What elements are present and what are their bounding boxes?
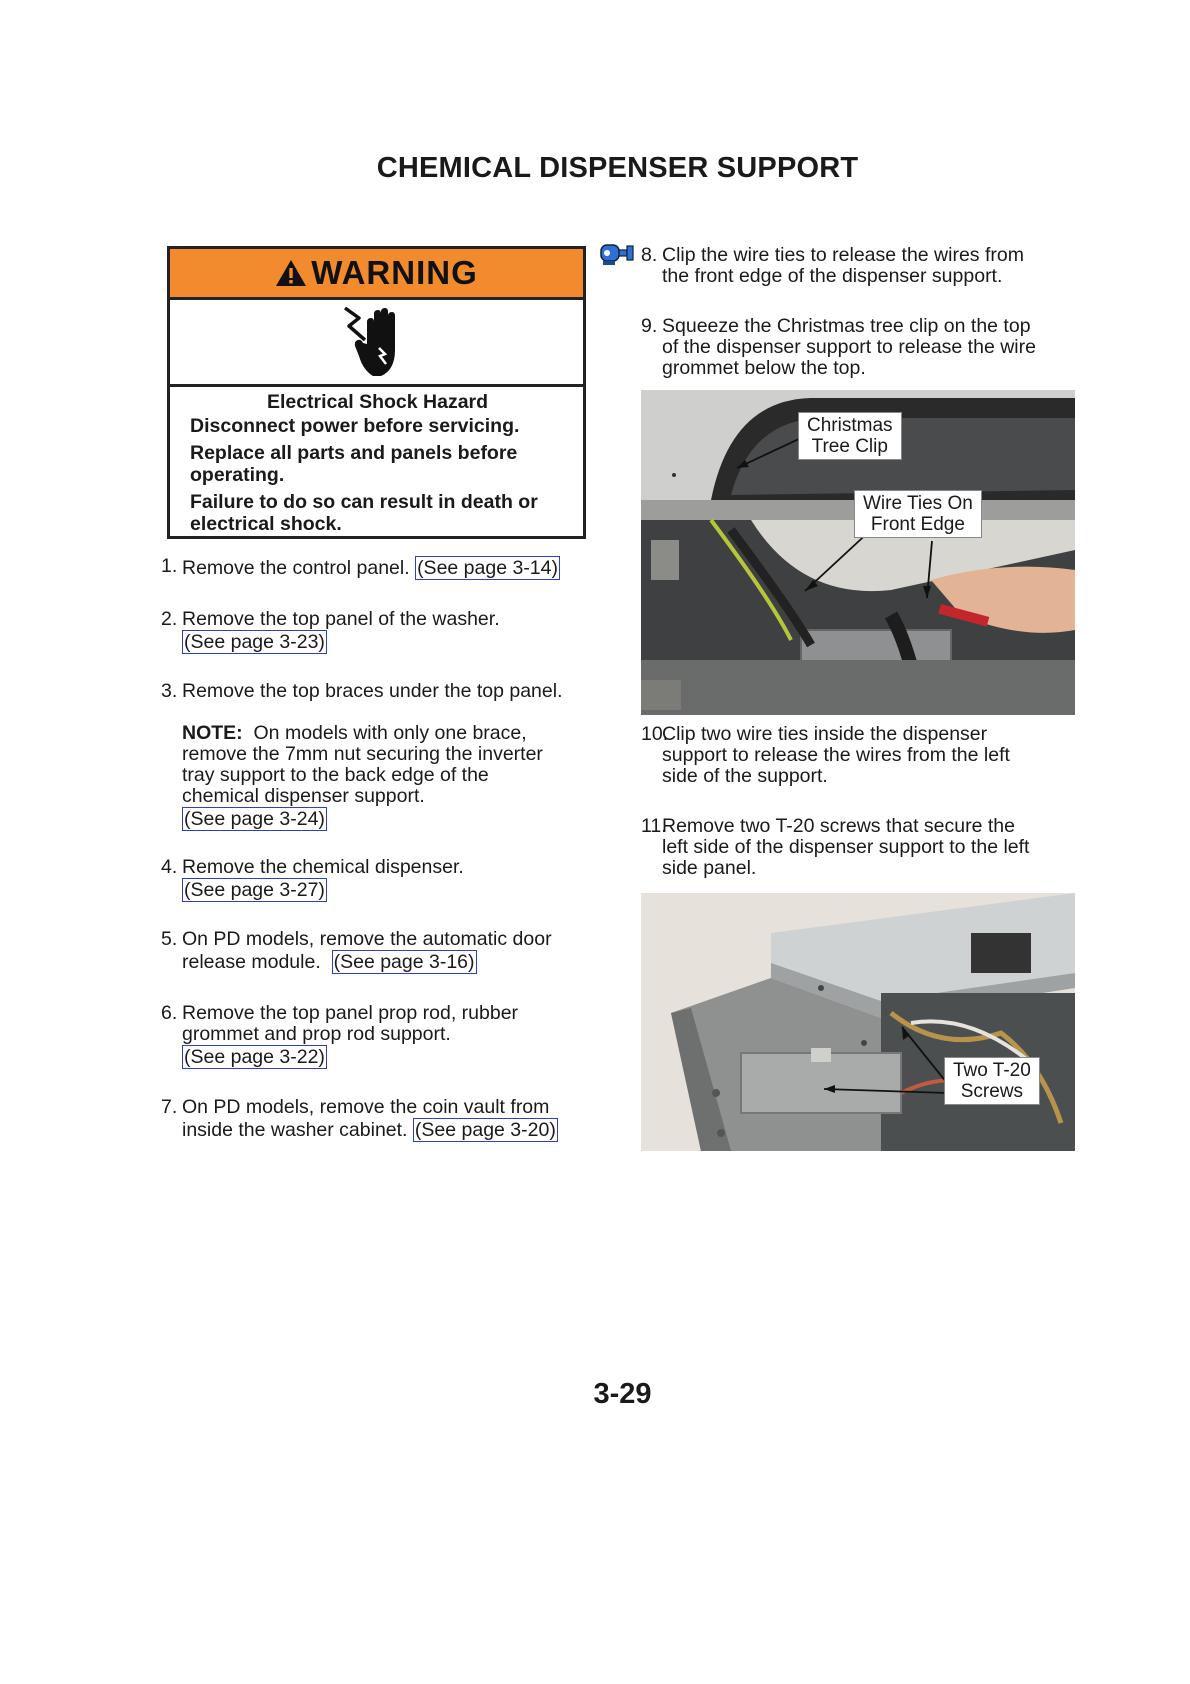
see-page-link[interactable]: (See page 3-22) (184, 1046, 325, 1068)
warning-line: operating. (190, 464, 285, 486)
callout-t20-screws: Two T-20 Screws (944, 1057, 1040, 1105)
photo-2-illustration (641, 893, 1075, 1151)
see-page-link[interactable]: (See page 3-14) (417, 557, 558, 579)
step-7: 7. On PD models, remove the coin vault from inside the washer cabinet. (See page 3-20) (161, 1096, 556, 1141)
warning-line: Failure to do so can result in death or (190, 491, 538, 513)
see-page-link[interactable]: (See page 3-16) (333, 951, 475, 973)
warning-line: electrical shock. (190, 513, 342, 535)
step-9: 9. Squeeze the Christmas tree clip on the top of the dispenser support to release the wire grommet below the top. (641, 315, 1036, 379)
page-title: CHEMICAL DISPENSER SUPPORT (376, 152, 859, 184)
step-11: 11. Remove two T-20 screws that secure the left side of the dispenser support to the left side panel. (641, 815, 1030, 879)
electrical-shock-hand-icon (337, 304, 417, 380)
see-page-link[interactable]: (See page 3-23) (184, 631, 325, 653)
step-5: 5. On PD models, remove the automatic door release module. (See page 3-16) (161, 928, 552, 973)
note: NOTE: On models with only one brace, remove the 7mm nut securing the inverter tray support to the back edge of the chemical dispenser support. (See page 3-24) (182, 722, 543, 830)
page-number: 3-29 (593, 1378, 652, 1410)
step-4: 4. Remove the chemical dispenser. (See page 3-27) (161, 856, 464, 901)
see-page-link[interactable]: (See page 3-20) (414, 1119, 556, 1141)
wire-cutter-tool-icon (597, 240, 637, 268)
warning-line: Replace all parts and panels before (190, 442, 518, 464)
see-page-link[interactable]: (See page 3-24) (184, 808, 325, 830)
step-6: 6. Remove the top panel prop rod, rubber grommet and prop rod support. (See page 3-22) (161, 1002, 519, 1068)
note-label: NOTE: (182, 722, 243, 744)
step-3: 3. Remove the top braces under the top panel. (161, 680, 563, 702)
step-1: 1. Remove the control panel. (See page 3-14) (161, 555, 558, 579)
callout-christmas-tree-clip: Christmas Tree Clip (798, 412, 902, 460)
warning-line: Disconnect power before servicing. (190, 415, 520, 437)
see-page-link[interactable]: (See page 3-27) (184, 879, 325, 901)
photo-christmas-tree-clip (641, 390, 1075, 715)
warning-triangle-icon (275, 259, 307, 287)
step-10: 10. Clip two wire ties inside the dispenser support to release the wires from the left side of the support. (641, 723, 1010, 787)
step-2: 2. Remove the top panel of the washer. (See page 3-23) (161, 608, 500, 653)
callout-wire-ties: Wire Ties On Front Edge (854, 490, 982, 538)
photo-t20-screws (641, 893, 1075, 1151)
step-8: 8. Clip the wire ties to release the wires from the front edge of the dispenser support. (641, 244, 1024, 287)
warning-box (167, 246, 586, 539)
warning-header-label: WARNING (311, 254, 478, 291)
warning-header (170, 249, 583, 300)
hazard-title: Electrical Shock Hazard (266, 391, 489, 413)
